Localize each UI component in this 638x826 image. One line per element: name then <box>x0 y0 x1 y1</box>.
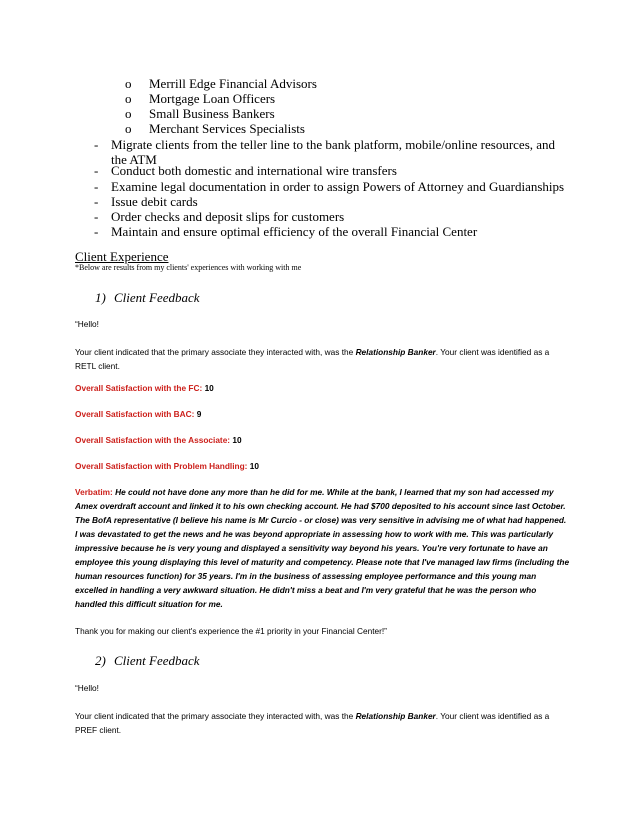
duty-marker: - <box>94 194 99 209</box>
rating-value: 10 <box>232 435 242 445</box>
duty-text: Order checks and deposit slips for customers <box>111 209 345 224</box>
sub-bullet-marker: o <box>125 121 132 136</box>
intro-text: Your client indicated that the primary associate they interacted with, was the <box>75 347 356 357</box>
client-intro <box>75 709 570 737</box>
rating-value: 9 <box>196 409 202 419</box>
duty-marker: - <box>94 137 99 152</box>
sub-bullet-text: Small Business Bankers <box>149 106 275 121</box>
sub-bullet-text: Merchant Services Specialists <box>149 121 305 136</box>
rating-row <box>75 407 570 421</box>
duty-text: Conduct both domestic and international wire transfers <box>111 163 397 178</box>
duty-text: Maintain and ensure optimal efficiency of the overall Financial Center <box>111 224 478 239</box>
verbatim-text: He could not have done any more than he did for me. While at the bank, I learned that my son had accessed my Amex overdraft account and linked it to his own checking account. He had $700 deposited to his account since last October. The BofA representative (I believe his name is Mr Curcio - or close) was very sensitive in advising me of what had happened. I was devastated to get the news and he was beyond appropriate in assessing how to work with me. This was particularly impressive because he is very young and displayed a sensitivity way beyond his years. You're very fortunate to have an employee this young displaying this level of maturity and competency. Please note that I've managed law firms (including the human resources function) for 35 years. I'm in the business of assessing employee performance and this young man excelled in handling a very awkward situation. He didn't miss a beat and I'm very grateful that he was the person who handled this difficult situation for me. <box>75 487 570 609</box>
rating-label: Overall Satisfaction with BAC: <box>75 409 195 419</box>
duty-marker: - <box>94 179 99 194</box>
rating-label: Overall Satisfaction with Problem Handling: <box>75 461 248 471</box>
section-heading: Client Experience <box>75 249 169 264</box>
duty-marker: - <box>94 163 99 178</box>
duty-marker: - <box>94 224 99 239</box>
feedback-number: 2) <box>95 653 106 668</box>
feedback-heading <box>95 290 200 306</box>
sub-bullet-item <box>125 91 275 106</box>
sub-bullet-marker: o <box>125 106 132 121</box>
greeting: “Hello! <box>75 319 99 329</box>
feedback-heading <box>95 653 200 669</box>
verbatim-label: Verbatim: <box>75 487 113 497</box>
sub-bullet-marker: o <box>125 91 132 106</box>
duty-marker: - <box>94 209 99 224</box>
client-intro <box>75 345 570 373</box>
feedback-title: Client Feedback <box>114 290 200 305</box>
sub-bullet-marker: o <box>125 76 132 91</box>
intro-text-end: . Your client was identified as a PREF client. <box>75 711 550 735</box>
sub-bullet-text: Mortgage Loan Officers <box>149 91 276 106</box>
section-note: *Below are results from my clients' experiences with working with me <box>75 263 302 272</box>
sub-bullet-text: Merrill Edge Financial Advisors <box>149 76 317 91</box>
verbatim-block <box>75 485 570 611</box>
duty-text: Migrate clients from the teller line to the bank platform, mobile/online resources, and the ATM <box>111 137 556 167</box>
closing-text: Thank you for making our client's experience the #1 priority in your Financial Center!” <box>75 626 387 636</box>
feedback-number: 1) <box>95 290 106 305</box>
intro-role: Relationship Banker <box>355 711 436 721</box>
duty-text: Issue debit cards <box>111 194 198 209</box>
rating-row <box>75 381 570 395</box>
intro-role: Relationship Banker <box>355 347 436 357</box>
sub-bullet-item <box>125 106 275 121</box>
greeting: “Hello! <box>75 683 99 693</box>
rating-label: Overall Satisfaction with the FC: <box>75 383 203 393</box>
intro-text-end: . Your client was identified as a RETL client. <box>75 347 550 371</box>
intro-text: Your client indicated that the primary associate they interacted with, was the <box>75 711 356 721</box>
sub-bullet-item <box>125 121 305 136</box>
feedback-title: Client Feedback <box>114 653 200 668</box>
sub-bullet-item <box>125 76 317 91</box>
rating-value: 10 <box>249 461 259 471</box>
rating-row <box>75 433 570 447</box>
rating-value: 10 <box>204 383 214 393</box>
rating-row <box>75 459 570 473</box>
duty-text: Examine legal documentation in order to assign Powers of Attorney and Guardianships <box>111 179 565 194</box>
rating-label: Overall Satisfaction with the Associate: <box>75 435 231 445</box>
